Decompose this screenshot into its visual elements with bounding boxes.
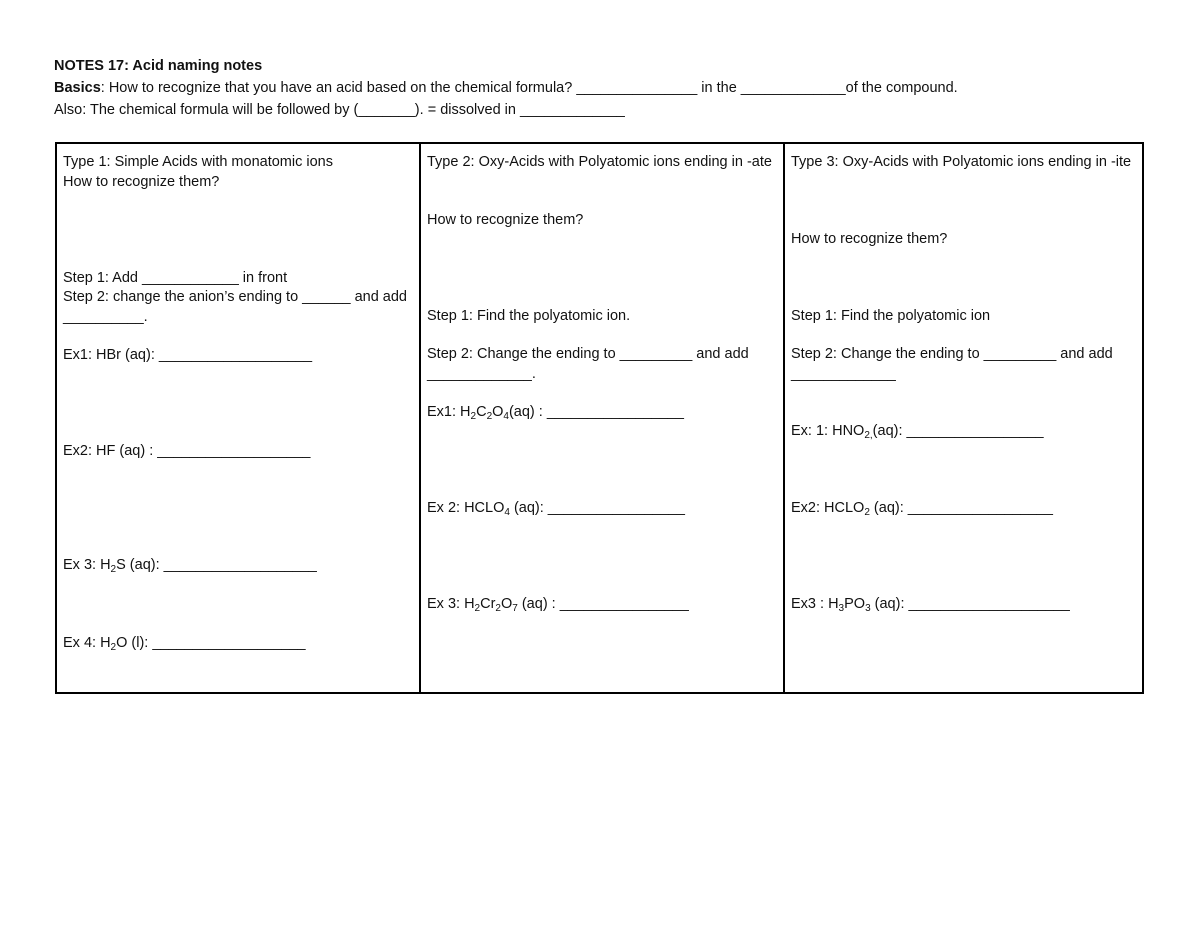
type1-ex1: Ex1: HBr (aq): ___________________ — [63, 347, 313, 363]
page-title: NOTES 17: Acid naming notes — [54, 58, 263, 74]
type1-column — [57, 144, 421, 692]
type1-step2: Step 2: change the anion’s ending to ______ and add __________. — [63, 289, 412, 325]
type3-column — [785, 144, 1142, 692]
type2-ex3: Ex 3: $H_2Cr_2O_7$ (aq) : ________________ — [427, 596, 689, 614]
type3-step2: Step 2: Change the ending to _________ and add _____________ — [791, 346, 1117, 382]
type3-heading: Type 3: Oxy-Acids with Polyatomic ions ending in -ite — [791, 154, 1132, 170]
type3-ex3: Ex3 : $H_3PO_3$ (aq): ____________________ — [791, 596, 1070, 614]
type2-ex1: Ex1: $H_2C_2O_4(aq)$ : _________________ — [427, 404, 684, 422]
type2-recognize: How to recognize them? — [427, 212, 584, 228]
acid-types-table — [55, 142, 1144, 694]
type2-column — [421, 144, 785, 692]
type1-ex2: Ex2: HF (aq) : ___________________ — [63, 443, 311, 459]
type2-step2: Step 2: Change the ending to _________ and add _____________. — [427, 346, 753, 382]
also-line: Also: The chemical formula will be followed by (_______). = dissolved in _____________ — [54, 102, 625, 118]
type3-recognize: How to recognize them? — [791, 231, 948, 247]
type2-step1: Step 1: Find the polyatomic ion. — [427, 308, 631, 324]
type1-ex4: Ex 4: $H_2O$ (l): ___________________ — [63, 635, 306, 653]
type2-ex2: Ex 2: $HCLO_4$ (aq): _________________ — [427, 500, 685, 518]
type1-recognize: How to recognize them? — [63, 174, 220, 190]
basics-label: Basics — [54, 80, 101, 96]
type2-heading: Type 2: Oxy-Acids with Polyatomic ions ending in -ate — [427, 154, 772, 170]
type1-ex3: Ex 3: $H_2S$ (aq): ___________________ — [63, 557, 317, 575]
type3-ex1: Ex: 1: $HNO_{2,}(aq)$: _________________ — [791, 423, 1044, 441]
type3-step1: Step 1: Find the polyatomic ion — [791, 308, 991, 324]
basics-line — [54, 77, 1154, 99]
type3-ex2: Ex2: $HCLO_2$ (aq): __________________ — [791, 500, 1053, 518]
notes-header — [54, 55, 1154, 121]
type1-step1: Step 1: Add ____________ in front — [63, 270, 288, 286]
type1-heading: Type 1: Simple Acids with monatomic ions — [63, 154, 333, 170]
basics-text: : How to recognize that you have an acid based on the chemical formula? _______________ in the _____________of the compound. — [100, 80, 958, 96]
